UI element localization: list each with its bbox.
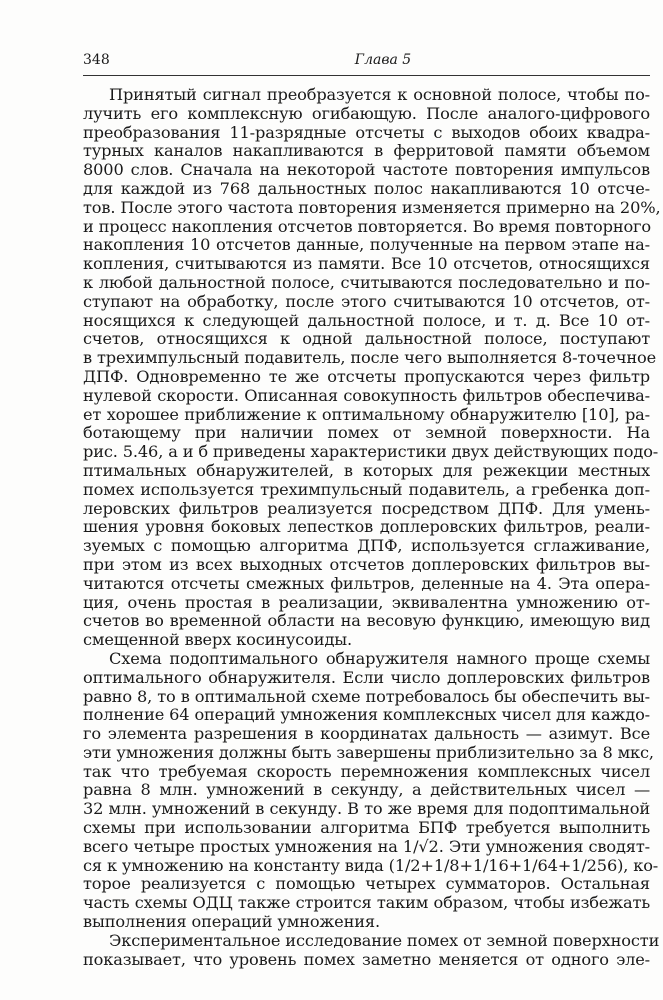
text-line: ДПФ. Одновременно те же отсчеты пропускаются через фильтр — [83, 366, 650, 386]
text-line: для каждой из 768 дальностных полос накапливаются 10 отсче- — [83, 178, 650, 198]
text-line: 32 млн. умножений в секунду. В то же время для подоптимальной — [83, 799, 650, 819]
text-line: при этом из всех выходных отсчетов доплеровских фильтров вы- — [83, 554, 650, 574]
text-line: ботающему при наличии помех от земной поверхности. На — [83, 423, 650, 443]
text-line: Принятый сигнал преобразуется к основной полосе, чтобы по- — [109, 85, 650, 104]
text-line: накопления 10 отсчетов данные, полученные на первом этапе на- — [83, 235, 650, 255]
text-line: равна 8 млн. умножений в секунду, а действительных чисел — — [83, 780, 650, 800]
text-line: леровских фильтров реализуется посредством ДПФ. Для умень- — [83, 498, 650, 518]
text-line: зуемых с помощью алгоритма ДПФ, используется сглаживание, — [83, 536, 650, 556]
page-header — [83, 52, 650, 74]
text-line: турных каналов накапливаются в ферритовой памяти объемом — [83, 141, 650, 161]
text-line: в трехимпульсный подавитель, после чего выполняется 8-точечное — [83, 348, 657, 368]
body-text — [83, 85, 661, 969]
text-line: рис. 5.46, а и б приведены характеристики двух действующих подо- — [83, 442, 659, 462]
header-rule — [83, 75, 650, 76]
paragraph-2 — [83, 648, 659, 932]
text-line: нулевой скорости. Описанная совокупность фильтров обеспечива- — [83, 385, 650, 405]
text-line: к любой дальностной полосе, считываются последовательно и по- — [83, 272, 650, 292]
text-line: читаются отсчеты смежных фильтров, деленные на 4. Эта опера- — [83, 573, 650, 593]
text-line: и процесс накопления отсчетов повторяется. Во время повторного — [83, 216, 651, 236]
text-line: ся к умножению на константу вида (1/2+1/8+1/16+1/64+1/256), ко- — [83, 855, 659, 875]
text-line: ет хорошее приближение к оптимальному обнаружителю [10], ра- — [83, 404, 650, 424]
text-line: носящихся к следующей дальностной полосе, и т. д. Все 10 от- — [83, 310, 650, 330]
text-line: ступают на обработку, после этого считываются 10 отсчетов, от- — [83, 291, 650, 311]
text-line: помех используется трехимпульсный подавитель, а гребенка доп- — [83, 479, 650, 499]
text-line: показывает, что уровень помех заметно меняется от одного эле- — [83, 949, 650, 969]
text-line: Экспериментальное исследование помех от земной поверхности — [109, 930, 660, 950]
paragraph-3 — [83, 930, 660, 970]
text-line: шения уровня боковых лепестков доплеровских фильтров, реали- — [83, 517, 650, 537]
text-line: равно 8, то в оптимальной схеме потребовалось бы обеспечить вы- — [83, 686, 650, 706]
text-line: всего четыре простых умножения на 1/√2. Эти умножения сводят- — [83, 836, 650, 856]
text-line: счетов, относящихся к одной дальностной полосе, поступают — [83, 329, 650, 349]
text-line: копления, считываются из памяти. Все 10 отсчетов, относящихся — [83, 254, 650, 274]
text-line: выполнения операций умножения. — [83, 912, 380, 932]
text-line: птимальных обнаружителей, в которых для режекции местных — [83, 460, 650, 480]
chapter-title: Глава 5 — [354, 52, 412, 68]
text-line: преобразования 11-разрядные отсчеты с выходов обоих квадра- — [83, 122, 650, 142]
text-line: лучить его комплексную огибающую. После аналого-цифрового — [83, 103, 650, 123]
text-line: так что требуемая скорость перемножения комплексных чисел — [83, 761, 650, 781]
text-line: ция, очень простая в реализации, эквивалентна умножению от- — [83, 592, 650, 612]
text-line: полнение 64 операций умножения комплексных чисел для каждо- — [83, 705, 650, 725]
text-line: эти умножения должны быть завершены приблизительно за 8 мкс, — [83, 742, 654, 762]
text-line: го элемента разрешения в координатах дальность — азимут. Все — [83, 724, 650, 744]
text-line: тов. После этого частота повторения изменяется примерно на 20%, — [83, 197, 661, 217]
text-line: счетов во временной области на весовую функцию, имеющую вид — [83, 611, 650, 631]
text-line: торое реализуется с помощью четырех сумматоров. Остальная — [83, 874, 650, 894]
text-line: Схема подоптимального обнаружителя намного проще схемы — [109, 648, 650, 668]
text-line: схемы при использовании алгоритма БПФ требуется выполнить — [83, 818, 650, 838]
text-line: 8000 слов. Сначала на некоторой частоте повторения импульсов — [83, 160, 650, 180]
page-number: 348 — [83, 52, 110, 68]
text-line: оптимального обнаружителя. Если число доплеровских фильтров — [83, 667, 650, 687]
text-line: смещенной вверх косинусоиды. — [83, 630, 352, 650]
text-line: часть схемы ОДЦ также строится таким образом, чтобы избежать — [83, 893, 650, 913]
paragraph-1 — [83, 85, 661, 650]
